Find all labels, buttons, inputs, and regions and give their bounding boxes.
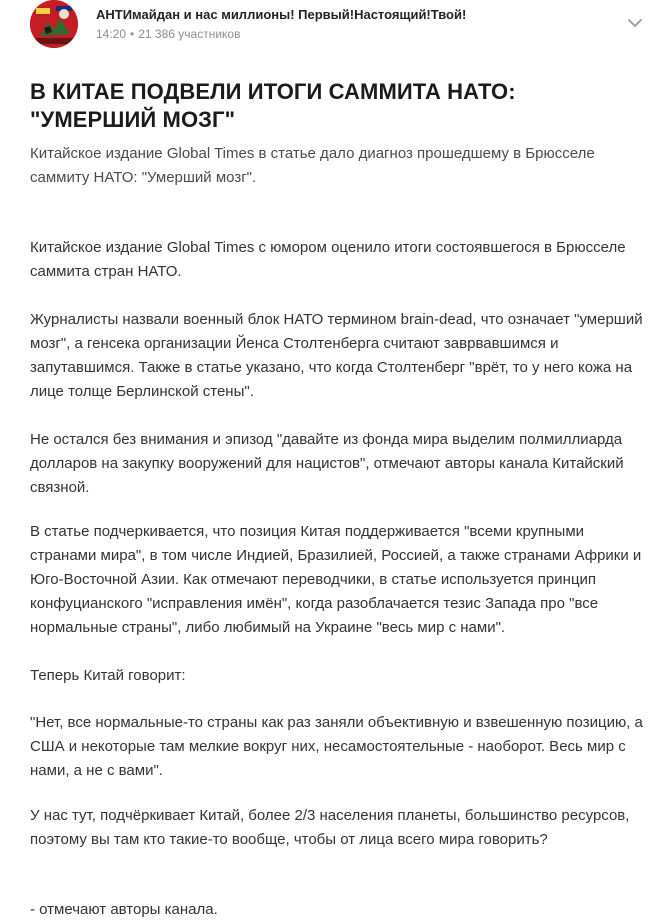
article-title [30,78,640,134]
meta-separator: • [130,27,135,41]
article-paragraph: - отмечают авторы канала. [30,901,218,918]
channel-avatar-image [30,0,78,48]
member-count: 21 386 участников [138,27,241,41]
chevron-down-icon[interactable] [626,14,644,32]
article-lead: Китайское издание Global Times в статье дало диагноз прошедшему в Брюсселе саммиту НАТО: "Умерший мозг". [30,145,595,186]
channel-meta [96,27,240,41]
article-paragraph: Китайское издание Global Times с юмором оценило итоги состоявшегося в Брюсселе саммита стран НАТО. [30,239,626,280]
post-time: 14:20 [96,27,127,41]
article-quote: "Нет, все нормальные-то страны как раз заняли объективную и взвешенную позицию, а США и некоторые там мелкие вокруг них, несамостоятельные - наоборот. Весь мир с нами, а не с вами". [30,714,643,779]
channel-avatar[interactable] [30,0,78,48]
channel-name[interactable]: АНТИмайдан и нас миллионы! Первый!Настоящий!Твой! [96,7,467,22]
article-title-line1: В КИТАЕ ПОДВЕЛИ ИТОГИ САММИТА НАТО: [30,79,516,104]
article-paragraph: У нас тут, подчёркивает Китай, более 2/3 населения планеты, большинство ресурсов, поэтому вы там кто такие-то вообще, чтобы от лица всего мира говорить? [30,807,630,848]
article-paragraph: Не остался без внимания и эпизод "давайте из фонда мира выделим полмиллиарда долларов на закупку вооружений для нацистов", отмечают авторы канала Китайский связной. [30,431,624,496]
channel-header [0,0,664,56]
article-title-line2: "УМЕРШИЙ МОЗГ" [30,107,236,132]
article-paragraph: В статье подчеркивается, что позиция Китая поддерживается "всеми крупными странами мира", в том числе Индией, Бразилией, Россией, а также странами Африки и Юго-Восточной Азии. Как отмечают переводчики, в статье используется принцип конфуцианского "исправления имён", когда разоблачается тезис Запада про "все нормальные страны", либо любимый на Украине "весь мир с нами". [30,523,642,636]
article-paragraph: Теперь Китай говорит: [30,667,186,684]
article-paragraph: Журналисты назвали военный блок НАТО термином brain-dead, что означает "умерший мозг", а генсека организации Йенса Столтенберга считают заврвавшимся и запутавшимся. Также в статье указано, что когда Столтенберг "врёт, то у него кожа на лице толще Берлинской стены". [30,311,643,400]
